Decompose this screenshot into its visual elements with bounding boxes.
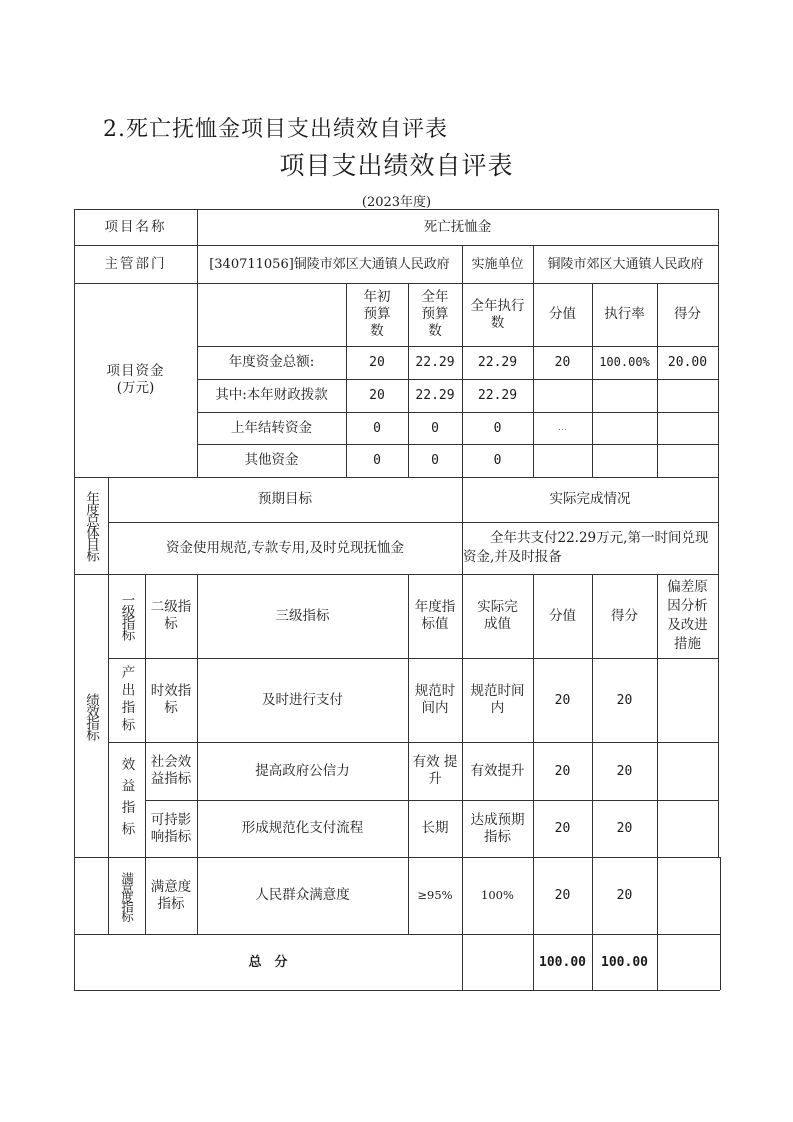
indicator-deviation: [657, 800, 718, 857]
indicator-actual: 100%: [481, 888, 514, 902]
funds-initial: 20: [369, 355, 385, 370]
indicator-level2: 社会效益指标: [150, 754, 192, 787]
funds-header-score-value: 分值: [549, 306, 576, 322]
indicator-level2: 满意度指标: [150, 878, 192, 912]
funds-score: 20.00: [667, 355, 708, 370]
indicator-deviation: [657, 857, 718, 934]
funds-initial: 20: [369, 388, 385, 403]
indicator-score-value: 20: [554, 692, 571, 708]
level1-benefit-text: 效益指标: [118, 756, 135, 843]
goals-actual-header: 实际完成情况: [549, 491, 631, 507]
header-actual: 实际完成值: [477, 599, 518, 632]
level1-benefit: [108, 742, 145, 857]
indicator-level2: 可持影响指标: [150, 811, 192, 845]
goals-expected-header: 预期目标: [258, 491, 312, 507]
header-level1-text: 一级指标: [118, 593, 135, 639]
funds-score-value: [533, 444, 592, 477]
goals-expected-value: 资金使用规范,专款专用,及时兑现抚恤金: [165, 539, 405, 556]
funds-score: [657, 444, 718, 477]
project-name-label: 项目名称: [104, 218, 167, 235]
indicator-level3: 提高政府公信力: [255, 762, 350, 779]
project-name-value: 死亡抚恤金: [423, 218, 492, 235]
funds-header-score: 得分: [674, 306, 701, 322]
funds-row-name: 其他资金: [244, 452, 299, 468]
impl-label: 实施单位: [471, 256, 524, 272]
indicator-deviation: [657, 742, 718, 800]
funds-initial: 0: [373, 420, 381, 436]
indicator-target: 有效 提升: [412, 754, 458, 787]
indicator-score-value: 20: [554, 888, 571, 903]
funds-row-name: 其中:本年财政拨款: [215, 387, 328, 403]
level1-output: [108, 658, 145, 742]
funds-annual: 22.29: [415, 388, 455, 403]
header-deviation: 偏差原因分析及改进措施: [667, 579, 708, 652]
funds-header-executed: 全年执行数: [470, 297, 525, 331]
funds-header-annual: 全年预算数: [421, 289, 449, 339]
page-title: 项目支出绩效自评表: [279, 151, 514, 180]
indicator-level2: 时效指标: [150, 683, 192, 716]
funds-score-value: [533, 379, 592, 412]
indicator-actual: 规范时间内: [470, 683, 525, 716]
header-level2: 二级指标: [150, 599, 192, 632]
impl-value: 铜陵市郊区大通镇人民政府: [547, 256, 704, 272]
indicator-target: 规范时间内: [414, 683, 456, 716]
funds-row-name: 上年结转资金: [231, 419, 312, 436]
funds-executed: 22.29: [477, 388, 518, 403]
level1-output-text: 产出指标: [118, 665, 135, 735]
header-score-value: 分值: [549, 607, 576, 624]
section-title: 2.死亡抚恤金项目支出绩效自评表: [103, 117, 448, 142]
funds-annual: 22.29: [415, 355, 455, 370]
funds-header-rate: 执行率: [604, 306, 645, 322]
indicator-score: 20: [616, 763, 633, 779]
indicator-actual: 达成预期指标: [470, 811, 525, 845]
indicators-label: [74, 574, 108, 857]
total-label: 总 分: [248, 954, 288, 970]
indicator-target: ≥95%: [417, 888, 453, 902]
funds-unit: (万元): [116, 380, 155, 396]
year-label: (2023年度): [361, 195, 432, 210]
funds-score-value: 20: [554, 355, 571, 370]
total-score-value: 100.00: [539, 954, 586, 970]
indicator-deviation: [657, 658, 718, 742]
funds-score: [657, 379, 718, 412]
indicator-score-value: 20: [554, 821, 571, 836]
table-border-bottom: [74, 990, 720, 991]
goals-actual-value: 全年共支付22.29万元,第一时间兑现资金,并及时报备: [463, 530, 709, 565]
indicator-actual: 有效提升: [470, 762, 525, 779]
funds-score: [657, 412, 718, 444]
funds-header-initial: 年初预算数: [363, 289, 391, 339]
table-border-right: [718, 209, 719, 857]
dept-label: 主管部门: [104, 255, 167, 272]
goals-label-text: 年度总体目标: [83, 491, 99, 560]
header-level1: [108, 574, 145, 658]
funds-rate: [592, 379, 657, 412]
header-level3: 三级指标: [275, 607, 330, 624]
funds-label: [74, 283, 197, 477]
dept-value: [340711056]铜陵市郊区大通镇人民政府: [209, 256, 450, 272]
table-border-right-lower: [720, 857, 721, 990]
funds-row-name: 年度资金总额:: [228, 354, 315, 370]
funds-annual: 0: [431, 420, 439, 436]
funds-executed: 22.29: [477, 355, 518, 370]
funds-rate: 100.00%: [599, 355, 650, 369]
header-target: 年度指标值: [414, 599, 456, 632]
indicator-target: 长期: [421, 820, 449, 836]
indicator-score: 20: [616, 821, 633, 836]
total-score: 100.00: [601, 954, 648, 970]
funds-rate: [592, 412, 657, 444]
header-score: 得分: [611, 607, 638, 624]
indicator-level3: 形成规范化支付流程: [241, 820, 364, 836]
funds-annual: 0: [431, 453, 439, 468]
level1-satisfaction: [108, 857, 145, 934]
funds-initial: 0: [373, 453, 381, 468]
funds-label-text: 项目资金: [106, 363, 165, 379]
indicator-score: 20: [616, 888, 633, 903]
indicators-label-text: 绩效指标: [83, 692, 99, 739]
funds-executed: 0: [493, 420, 502, 436]
funds-executed: 0: [493, 453, 502, 468]
indicator-level3: 及时进行支付: [262, 691, 343, 708]
goals-label: [74, 477, 108, 574]
indicator-score-value: 20: [554, 763, 571, 779]
indicator-score: 20: [616, 692, 633, 708]
level1-satisfaction-text: 满意度指标: [119, 871, 135, 920]
indicator-level3: 人民群众满意度: [255, 887, 350, 903]
funds-score-value: …: [558, 422, 567, 433]
funds-rate: [592, 444, 657, 477]
